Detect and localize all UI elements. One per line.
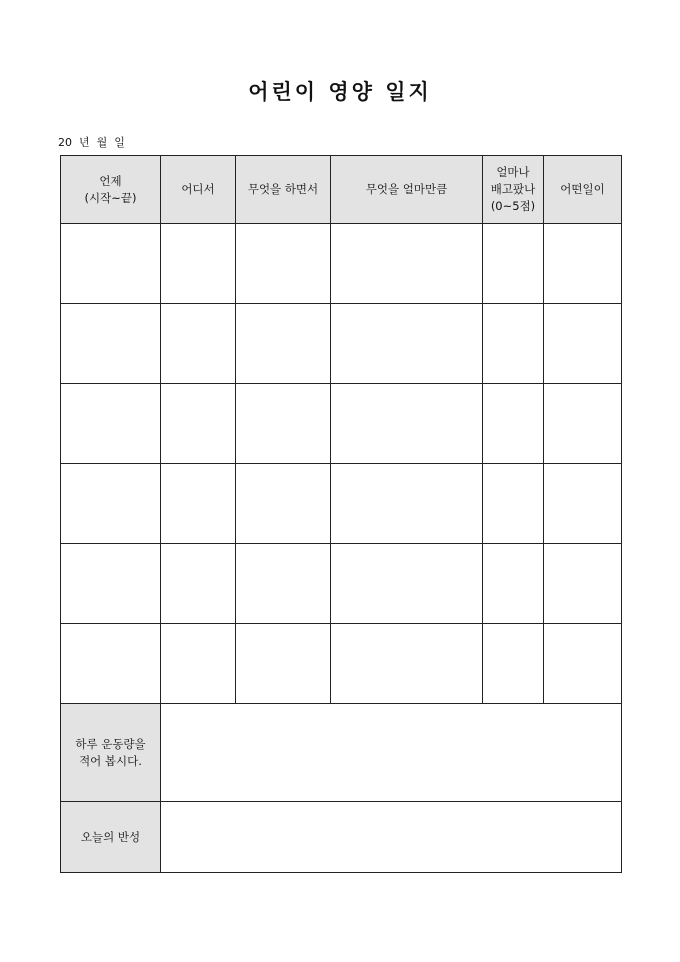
cell-what-amount[interactable]	[331, 624, 483, 704]
header-what-amount	[331, 156, 483, 224]
table-row	[61, 224, 622, 304]
cell-what-happened[interactable]	[544, 624, 622, 704]
cell-when[interactable]	[61, 544, 161, 624]
cell-hunger[interactable]	[483, 224, 544, 304]
cell-doing[interactable]	[236, 384, 331, 464]
header-row	[61, 156, 622, 224]
exercise-field[interactable]	[161, 704, 622, 802]
table-row	[61, 544, 622, 624]
cell-where[interactable]	[161, 384, 236, 464]
cell-what-happened[interactable]	[544, 464, 622, 544]
cell-doing[interactable]	[236, 464, 331, 544]
cell-where[interactable]	[161, 544, 236, 624]
cell-what-happened[interactable]	[544, 544, 622, 624]
header-where	[161, 156, 236, 224]
cell-what-amount[interactable]	[331, 304, 483, 384]
reflection-label: 오늘의 반성	[61, 802, 161, 873]
cell-what-happened[interactable]	[544, 384, 622, 464]
cell-doing[interactable]	[236, 304, 331, 384]
header-what-amount-label: 무엇을 얼마만큼	[365, 182, 448, 196]
cell-what-amount[interactable]	[331, 224, 483, 304]
cell-when[interactable]	[61, 384, 161, 464]
cell-doing[interactable]	[236, 544, 331, 624]
reflection-row	[61, 802, 622, 873]
exercise-label	[61, 704, 161, 802]
cell-where[interactable]	[161, 304, 236, 384]
table-row	[61, 624, 622, 704]
header-doing	[236, 156, 331, 224]
cell-when[interactable]	[61, 224, 161, 304]
header-hunger	[483, 156, 544, 224]
cell-where[interactable]	[161, 624, 236, 704]
nutrition-log-table	[60, 155, 622, 873]
table-row	[61, 304, 622, 384]
exercise-row	[61, 704, 622, 802]
cell-what-amount[interactable]	[331, 544, 483, 624]
cell-when[interactable]	[61, 304, 161, 384]
exercise-label-line-2: 적어 봅시다.	[79, 753, 142, 768]
header-what-happened	[544, 156, 622, 224]
header-when-sub: (시작~끝)	[84, 190, 137, 205]
cell-hunger[interactable]	[483, 624, 544, 704]
cell-doing[interactable]	[236, 624, 331, 704]
cell-hunger[interactable]	[483, 544, 544, 624]
cell-what-amount[interactable]	[331, 464, 483, 544]
table-row	[61, 384, 622, 464]
cell-hunger[interactable]	[483, 384, 544, 464]
header-when-label: 언제	[99, 173, 122, 188]
cell-hunger[interactable]	[483, 464, 544, 544]
header-hunger-label-2: 배고팠나	[490, 182, 536, 196]
cell-doing[interactable]	[236, 224, 331, 304]
header-hunger-scale: (0~5점)	[490, 199, 536, 213]
header-hunger-label: 얼마나	[496, 165, 530, 179]
table-row	[61, 464, 622, 544]
cell-when[interactable]	[61, 624, 161, 704]
cell-what-amount[interactable]	[331, 384, 483, 464]
cell-what-happened[interactable]	[544, 224, 622, 304]
header-what-happened-label: 어떤일이	[560, 182, 605, 196]
header-when	[61, 156, 161, 224]
header-doing-label: 무엇을 하면서	[247, 182, 319, 196]
header-where-label: 어디서	[181, 182, 215, 196]
cell-what-happened[interactable]	[544, 304, 622, 384]
cell-when[interactable]	[61, 464, 161, 544]
date-line: 20 년 월 일	[58, 136, 125, 149]
cell-where[interactable]	[161, 464, 236, 544]
cell-where[interactable]	[161, 224, 236, 304]
cell-hunger[interactable]	[483, 304, 544, 384]
page-title: 어린이 영양 일지	[248, 79, 432, 104]
reflection-field[interactable]	[161, 802, 622, 873]
exercise-label-line-1: 하루 운동량을	[75, 736, 146, 751]
